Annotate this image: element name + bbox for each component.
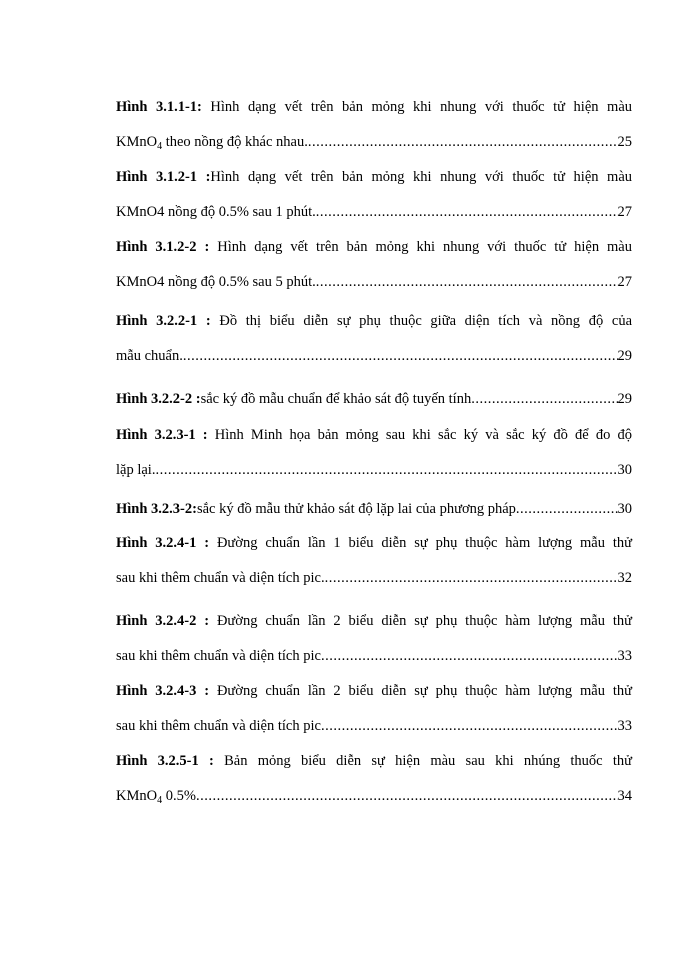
figure-label: Hình 3.1.2-1 : <box>116 169 211 185</box>
figure-entry <box>116 166 632 223</box>
entry-line <box>116 96 632 118</box>
entry-line <box>116 645 632 667</box>
entry-line <box>116 388 632 410</box>
entry-line <box>116 131 632 153</box>
figure-entry <box>116 388 632 410</box>
figure-label: Hình 3.2.5-1 : <box>116 753 214 769</box>
caption-text: KMnO4 nồng độ 0.5% sau 5 phút. <box>116 274 316 290</box>
page-number: 32 <box>617 570 632 586</box>
entry-line <box>116 750 632 772</box>
figure-label: Hình 3.2.2-2 : <box>116 391 201 407</box>
figure-label: Hình 3.1.2-2 : <box>116 239 210 255</box>
dot-leader <box>321 645 618 667</box>
entry-line <box>116 201 632 223</box>
figure-entry <box>116 498 632 520</box>
caption-text: mẫu chuẩn. <box>116 348 183 364</box>
figure-label: Hình 3.2.3-2: <box>116 501 197 517</box>
figure-caption-continued <box>116 645 321 667</box>
entry-line <box>116 785 632 807</box>
figure-caption-continued <box>116 567 325 589</box>
dot-leader <box>316 201 618 223</box>
figure-caption-continued <box>116 201 316 223</box>
dot-leader <box>471 388 617 410</box>
figure-caption-continued <box>116 459 155 481</box>
figure-caption-continued <box>116 785 196 807</box>
entry-line <box>116 498 632 520</box>
page-number: 30 <box>617 462 632 478</box>
entry-line <box>116 459 632 481</box>
page-number: 27 <box>617 274 632 290</box>
page-number: 29 <box>617 391 632 407</box>
figure-entry <box>116 680 632 737</box>
entry-line <box>116 310 632 332</box>
figure-label: Hình 3.2.2-1 : <box>116 313 211 329</box>
page-number: 33 <box>617 648 632 664</box>
dot-leader <box>183 345 618 367</box>
figure-label: Hình 3.2.4-3 : <box>116 683 210 699</box>
caption-text: sau khi thêm chuẩn và diện tích pic <box>116 718 321 734</box>
figure-entry <box>116 532 632 589</box>
page-number: 25 <box>617 134 632 150</box>
entry-line <box>116 567 632 589</box>
entry-line <box>116 715 632 737</box>
dot-leader <box>516 498 618 520</box>
figure-caption: sắc ký đồ mẫu chuẩn để khảo sát độ tuyến tính <box>200 391 472 407</box>
page-number: 27 <box>617 204 632 220</box>
dot-leader <box>196 785 618 807</box>
dot-leader <box>321 715 618 737</box>
figure-caption: Đường chuẩn lần 2 biểu diễn sự phụ thuộc hàm lượng mẫu thử <box>209 613 633 629</box>
caption-text: KMnO <box>116 788 158 804</box>
figure-caption: Hình dạng vết trên bản mỏng khi nhung với thuốc tử hiện màu <box>210 169 632 185</box>
page-number: 33 <box>617 718 632 734</box>
caption-text: sau khi thêm chuẩn và diện tích pic <box>116 648 321 664</box>
figure-label: Hình 3.2.4-2 : <box>116 613 210 629</box>
entry-line <box>116 424 632 446</box>
figure-caption-continued <box>116 345 183 367</box>
figure-caption: Hình dạng vết trên bản mỏng khi nhung với thuốc tử hiện màu <box>201 99 633 115</box>
figure-caption: Bản mỏng biểu diễn sự hiện màu sau khi nhúng thuốc thử <box>213 753 632 769</box>
figure-entry <box>116 310 632 367</box>
dot-leader <box>308 131 618 153</box>
entry-line <box>116 271 632 293</box>
caption-text: KMnO <box>116 134 158 150</box>
figure-entry <box>116 750 632 807</box>
figure-label: Hình 3.1.1-1: <box>116 99 202 115</box>
entry-line <box>116 610 632 632</box>
caption-text: lặp lại. <box>116 462 156 478</box>
entry-line <box>116 532 632 554</box>
dot-leader <box>316 271 618 293</box>
figure-entry <box>116 610 632 667</box>
figure-entry <box>116 424 632 481</box>
page-number: 34 <box>617 788 632 804</box>
figure-caption-continued <box>116 715 321 737</box>
figure-entry <box>116 96 632 153</box>
figure-label: Hình 3.2.3-1 : <box>116 427 208 443</box>
caption-text: KMnO4 nồng độ 0.5% sau 1 phút. <box>116 204 316 220</box>
figure-entry <box>116 236 632 293</box>
caption-text: theo nồng độ khác nhau. <box>162 134 308 150</box>
figure-caption: Đồ thị biểu diễn sự phụ thuộc giữa diện tích và nồng độ của <box>210 313 633 329</box>
subscript: 4 <box>157 795 163 806</box>
figure-caption: Hình dạng vết trên bản mỏng khi nhung với thuốc tử hiện màu <box>209 239 632 255</box>
page-number: 29 <box>617 348 632 364</box>
dot-leader <box>155 459 617 481</box>
figure-caption-continued <box>116 271 316 293</box>
figure-caption: Đường chuẩn lần 1 biểu diễn sự phụ thuộc hàm lượng mẫu thử <box>209 535 633 551</box>
figure-caption-continued <box>116 131 308 153</box>
entry-line <box>116 680 632 702</box>
entry-line <box>116 166 632 188</box>
figure-caption: sắc ký đồ mẫu thử khảo sát độ lặp lai của phương pháp <box>196 501 516 517</box>
subscript: 4 <box>157 141 163 152</box>
caption-text: 0.5% <box>162 788 196 804</box>
caption-text: sau khi thêm chuẩn và diện tích pic. <box>116 570 325 586</box>
entry-line <box>116 345 632 367</box>
dot-leader <box>325 567 618 589</box>
figure-label: Hình 3.2.4-1 : <box>116 535 210 551</box>
figure-caption: Đường chuẩn lần 2 biểu diễn sự phụ thuộc hàm lượng mẫu thử <box>209 683 633 699</box>
figure-caption: Hình Minh họa bản mỏng sau khi sắc ký và sắc ký đồ để đo độ <box>207 427 632 443</box>
page-number: 30 <box>617 501 632 517</box>
entry-line <box>116 236 632 258</box>
